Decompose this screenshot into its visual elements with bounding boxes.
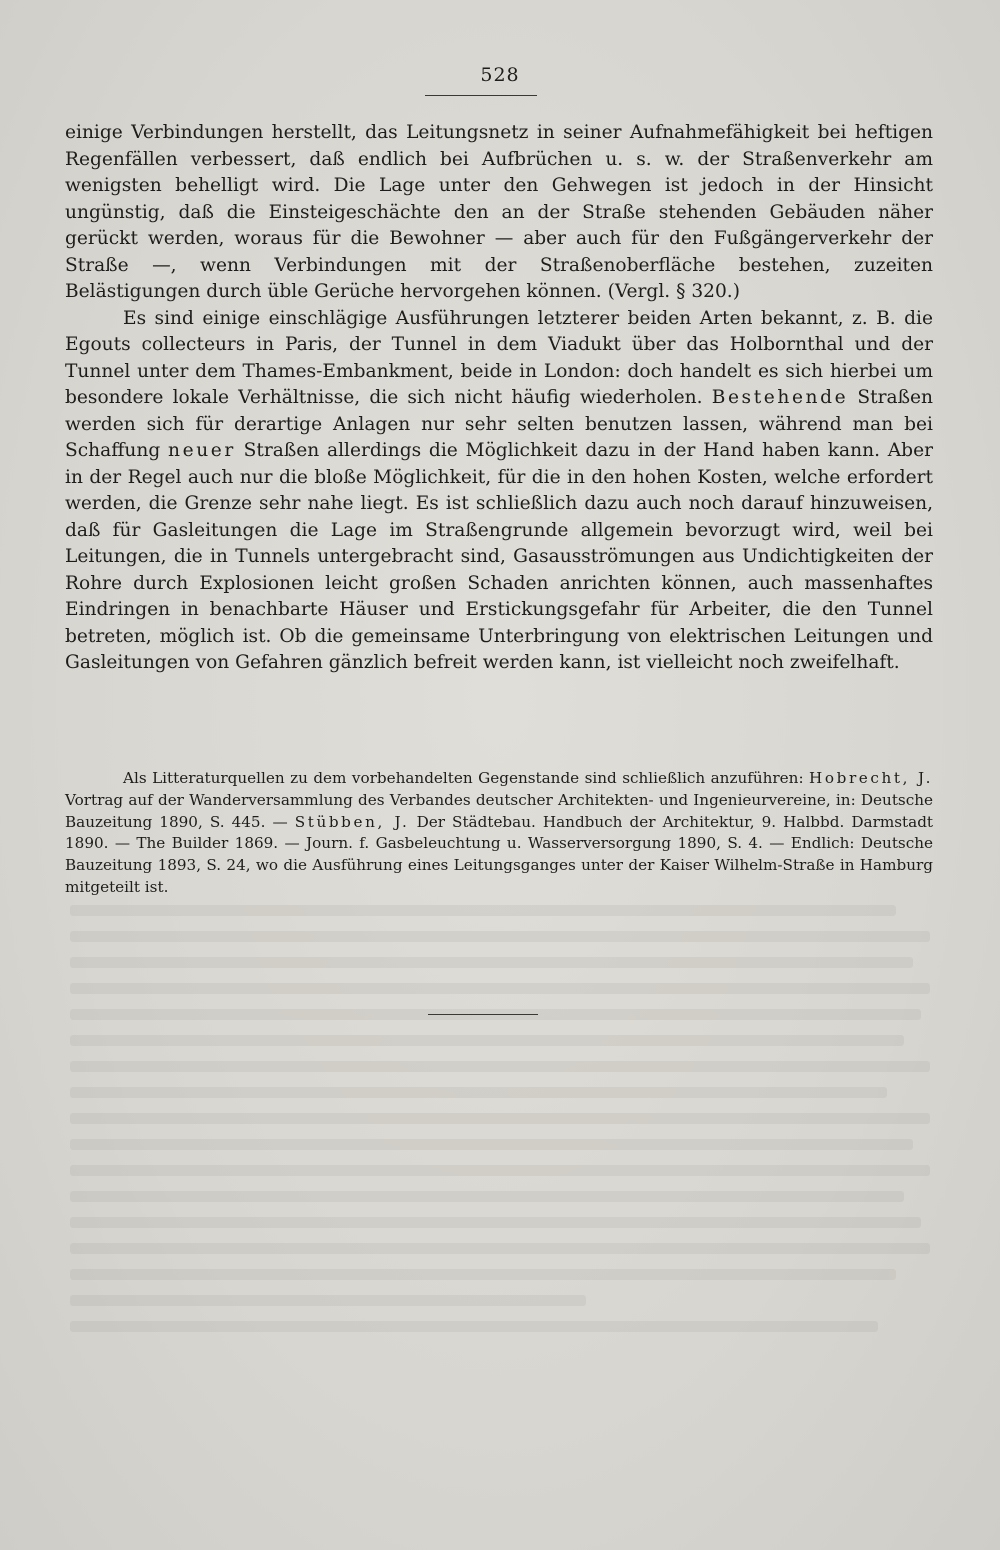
literature-author-hobrecht: Hobrecht, J. [809, 769, 933, 787]
footer-rule [428, 1014, 538, 1015]
main-text [65, 120, 933, 677]
literature-text-2: Der Städtebau. Handbuch der Architektur, 9. Halbbd. Darmstadt 1890. — The Builder 1869. — Journ. f. Gasbeleuchtung u. Wasserversorgung 1890, S. 4. — Endlich: Deutsche Bauzeitung 1893, S. 24, wo die Ausführung eines Leitungsganges unter der Kaiser Wilhelm-Straße in Hamburg mitgeteilt ist. [65, 812, 934, 896]
paragraph-2-part-a: Es sind einige einschlägige Ausführungen letzterer beiden Arten bekannt, z. B. die Egouts collecteurs in Paris, der Tunnel in dem Viadukt über das Holbornthal und der Tunnel unter dem Thames-Embankment, beide in London: doch handelt es sich hierbei um besondere lokale Verhältnisse, die sich nicht häufig wiederholen. [65, 307, 933, 408]
paragraph-1: einige Verbindungen herstellt, das Leitungsnetz in seiner Aufnahmefähigkeit bei heftigen Regenfällen verbessert, daß endlich bei Aufbrüchen u. s. w. der Straßenverkehr am wenigsten behelligt wird. Die Lage unter den Gehwegen ist jedoch in der Hinsicht ungünstig, daß die Einsteigeschächte den an der Straße stehenden Gebäuden näher gerückt werden, woraus für die Bewohner — aber auch für den Fußgängerverkehr der Straße —, wenn Verbindungen mit der Straßenoberfläche bestehen, zuzeiten Belästigungen durch üble Gerüche hervorgehen können. (Vergl. § 320.) [65, 122, 933, 302]
emphasis-neuer: neuer [168, 440, 236, 461]
paragraph-2 [65, 306, 933, 677]
literature-text-1: Vortrag auf der Wanderversammlung des Verbandes deutscher Architekten- und Ingenieurvereine, in: Deutsche Bauzeitung 1890, S. 445. — [65, 790, 933, 831]
page-number: 528 [480, 64, 520, 86]
literature-author-stuebben: Stübben, J. [294, 812, 410, 831]
paragraph-2-part-c: Straßen allerdings die Möglichkeit dazu in der Hand haben kann. Aber in der Regel auch nur die bloße Möglichkeit, für die in den hohen Kosten, welche erfordert werden, die Grenze sehr nahe liegt. Es ist schließlich dazu auch noch darauf hinzuweisen, daß für Gasleitungen die Lage im Straßengrunde allgemein bevorzugt wird, weil bei Leitungen, die in Tunnels untergebracht sind, Gasausströmungen aus Undichtigkeiten der Rohre durch Explosionen leicht großen Schaden anrichten können, auch massenhaftes Eindringen in benachbarte Häuser und Erstickungsgefahr für Arbeiter, die den Tunnel betreten, möglich ist. Ob die gemeinsame Unterbringung von elektrischen Leitungen und Gasleitungen von Gefahren gänzlich befreit werden kann, ist vielleicht noch zweifelhaft. [65, 440, 933, 673]
literature-intro: Als Litteraturquellen zu dem vorbehandelten Gegenstande sind schließlich anzuführen: [123, 769, 804, 787]
paragraph-2-part-b: Straßen werden sich für derartige Anlagen nur sehr selten benutzen lassen, während man bei Schaffung [65, 387, 933, 461]
header-rule [425, 95, 537, 96]
emphasis-bestehende: Bestehende [711, 387, 849, 408]
bleed-through-shadow [70, 905, 930, 1365]
literature-note [65, 768, 933, 899]
